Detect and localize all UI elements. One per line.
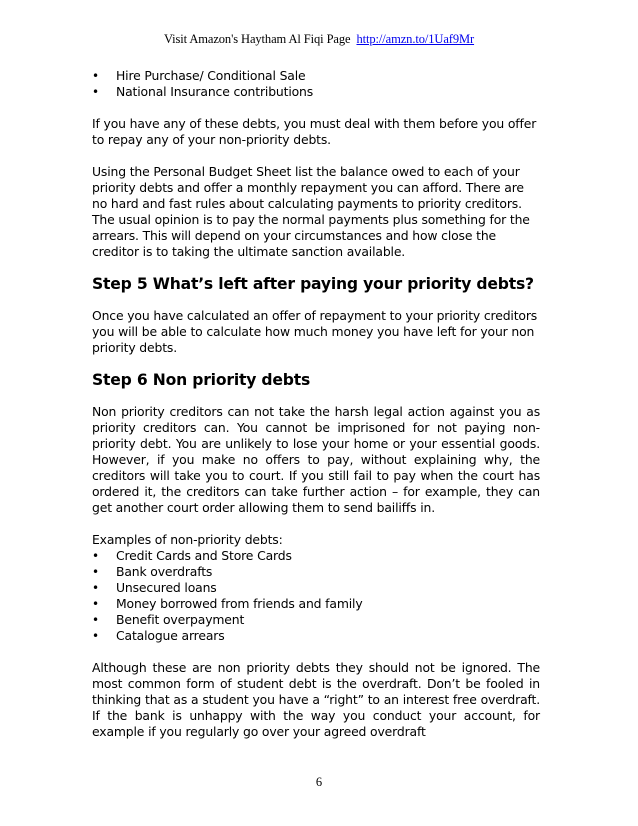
step5-body: Once you have calculated an offer of repayment to your priority creditors you will be able to calculate how much money you have left for your non priority debts.	[92, 308, 538, 355]
paragraph-budget-sheet: Using the Personal Budget Sheet list the balance owed to each of your priority debts and offer a monthly repayment you can afford. There are no hard and fast rules about calculating payments to priority creditors. The usual opinion is to pay the normal payments plus something for the arrears. This will depend on your circumstances and how close the creditor is to taking the ultimate sanction available.	[92, 164, 530, 259]
amazon-link[interactable]: http://amzn.to/1Uaf9Mr	[356, 32, 475, 46]
list-item: • Unsecured loans	[92, 580, 540, 596]
non-priority-debts-list	[92, 548, 540, 644]
examples-intro: Examples of non-priority debts:	[92, 532, 283, 547]
list-item: • Benefit overpayment	[92, 612, 540, 628]
paragraph-deal-with-debts: If you have any of these debts, you must deal with them before you offer to repay any of your non-priority debts.	[92, 116, 537, 147]
list-item: • Money borrowed from friends and family	[92, 596, 540, 612]
list-item: • Credit Cards and Store Cards	[92, 548, 540, 564]
header-text: Visit Amazon's Haytham Al Fiqi Page	[163, 32, 351, 46]
page-number: 6	[315, 775, 323, 789]
list-item: • National Insurance contributions	[92, 84, 540, 100]
priority-debts-list	[92, 68, 540, 100]
list-item: • Bank overdrafts	[92, 564, 540, 580]
step5-heading: Step 5 What’s left after paying your priority debts?	[92, 275, 534, 293]
step6-body: Non priority creditors can not take the harsh legal action against you as priority creditors can. You cannot be imprisoned for not paying non-priority debt. You are unlikely to lose your home or your essential goods. However, if you make no offers to pay, without explaining why, the creditors will take you to court. If you still fail to pay when the court has ordered it, the creditors can take further action – for example, they can get another court order allowing them to send bailiffs in.	[92, 404, 540, 515]
list-item: • Catalogue arrears	[92, 628, 540, 644]
list-item: • Hire Purchase/ Conditional Sale	[92, 68, 540, 84]
step6-heading: Step 6 Non priority debts	[92, 371, 311, 389]
page-header	[0, 32, 638, 47]
page-content	[92, 68, 540, 740]
closing-paragraph: Although these are non priority debts they should not be ignored. The most common form of student debt is the overdraft. Don’t be fooled in thinking that as a student you have a “right” to an interest free overdraft. If the bank is unhappy with the way you conduct your account, for example if you regularly go over your agreed overdraft	[92, 660, 540, 739]
